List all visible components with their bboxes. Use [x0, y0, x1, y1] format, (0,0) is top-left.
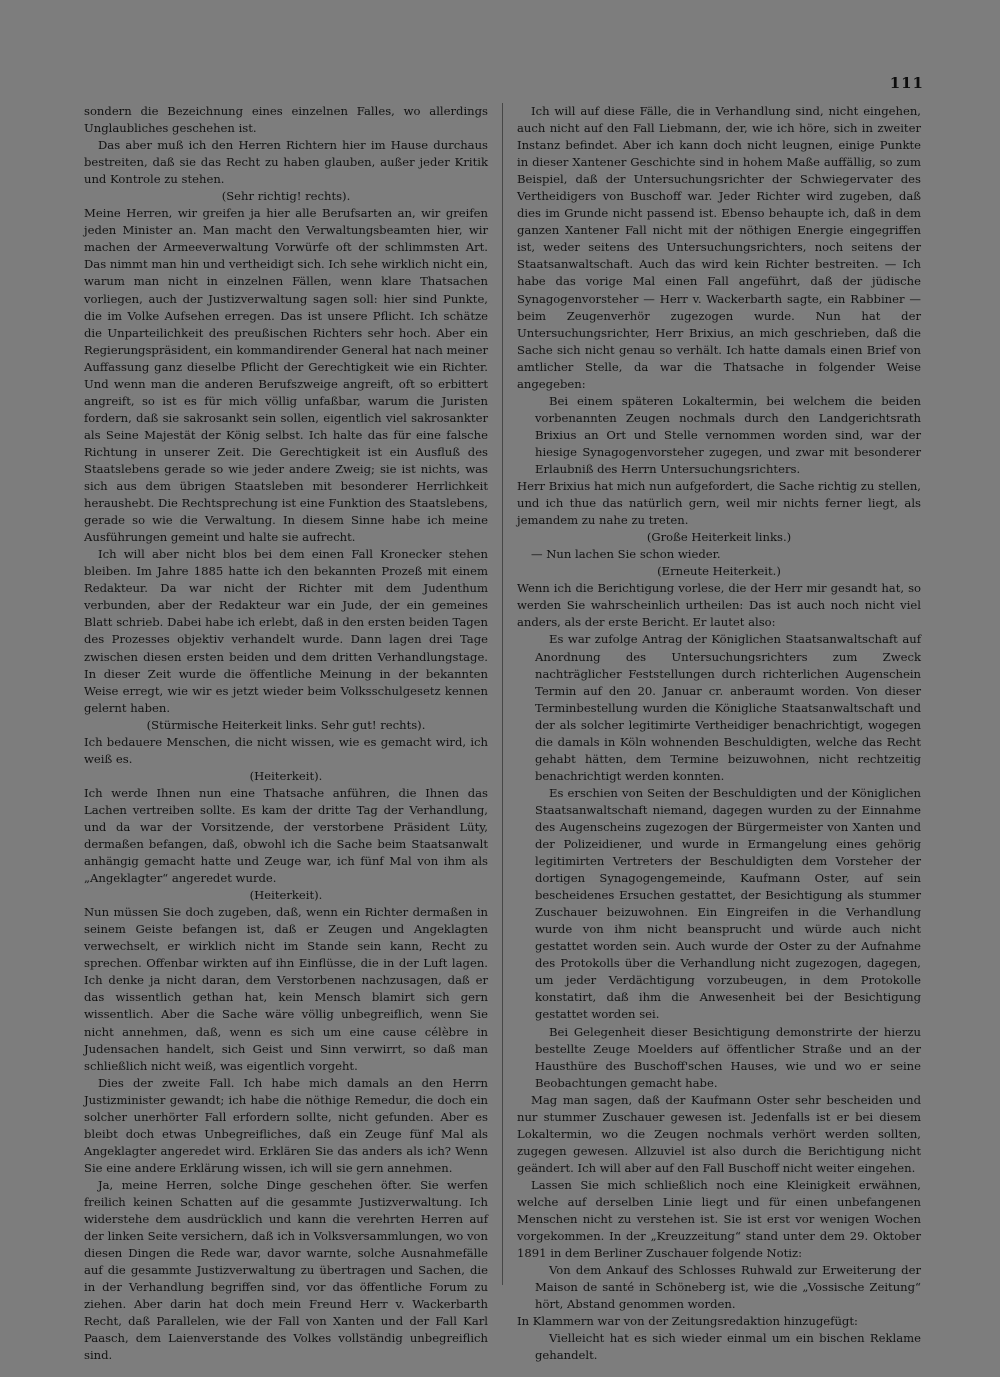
right-column [517, 103, 921, 1364]
paragraph: Meine Herren, wir greifen ja hier alle Berufsarten an, wir greifen jeden Minister an. Man macht den Verwaltungsbeamten hier, wir machen der Armeeverwaltung Vorwürfe oft der schlimmsten Art. Das nimmt man hin und vertheidigt sich. Ich sehe wirklich nicht ein, warum man nicht in einzelnen Fällen, wenn klare Thatsachen vorliegen, auch der Justizverwaltung sagen soll: hier sind Punkte, die im Volke Aufsehen erregen. Das ist unsere Pflicht. Ich schätze die Unparteilichkeit des preußischen Richters sehr hoch. Aber ein Regierungspräsident, ein kommandirender General hat nach meiner Auffassung ganz dieselbe Pflicht der Gerechtigkeit wie ein Richter. Und wenn man die anderen Berufszweige angreift, oft so erbittert angreift, so ist es für mich völlig unfaßbar, warum die Juristen fordern, daß sie sakrosankt sein sollen, eigentlich viel sakrosankter als Seine Majestät der König selbst. Ich halte das für eine falsche Richtung in unserer Zeit. Die Gerechtigkeit ist ein Ausfluß des Staatslebens gerade so wie jeder andere Zweig; sie ist nichts, was sich aus dem übrigen Staatsleben mit besonderer Herrlichkeit heraushebt. Die Rechtsprechung ist eine Funktion des Staatslebens, gerade so wie die Verwaltung. In diesem Sinne habe ich meine Ausführungen gemeint und halte sie aufrecht. [84, 206, 488, 545]
paragraph: Ich will aber nicht blos bei dem einen Fall Kronecker stehen bleiben. Im Jahre 1885 hatte ich den bekannten Prozeß mit einem Redakteur. Da war nicht der Richter mit dem Judenthum verbunden, aber der Redakteur war ein Jude, der ein gemeines Blatt schrieb. Dabei habe ich erlebt, daß in den ersten beiden Tagen des Prozesses objektiv verhandelt wurde. Dann lagen drei Tage zwischen diesen ersten beiden und dem dritten Verhandlungstage. In dieser Zeit wurde die öffentliche Meinung in der bekannten Weise erregt, wie wir es jetzt wieder beim Volksschulgesetz kennen gelernt haben. [84, 547, 488, 715]
stage-direction: (Große Heiterkeit links.) [646, 530, 792, 545]
paragraph: Nun müssen Sie doch zugeben, daß, wenn ein Richter dermaßen in seinem Geiste befangen ist, daß er Zeugen und Angeklagten verwechselt, er wirklich nicht im Stande sein kann, Recht zu sprechen. Offenbar wirkten auf ihn Einflüsse, die in der Luft lagen. Ich denke ja nicht daran, dem Verstorbenen nachzusagen, daß er das wissentlich gethan hat, kein Mensch blamirt sich gern wissentlich. Aber die Sache wäre völlig unbegreiflich, wenn Sie nicht annehmen, daß, wenn es sich um eine cause célèbre in Judensachen handelt, sich Geist und Sinn verwirrt, so daß man schließlich nicht weiß, was eigentlich vorgeht. [84, 905, 488, 1073]
page-number: 111 [889, 74, 924, 92]
paragraph: Ich werde Ihnen nun eine Thatsache anführen, die Ihnen das Lachen vertreiben sollte. Es kam der dritte Tag der Verhandlung, und da war der Vorsitzende, der verstorbene Präsident Lüty, dermaßen befangen, daß, obwohl ich die Sache beim Staatsanwalt anhängig gemacht hatte und Zeuge war, ich fünf Mal von ihm als „Angeklagter“ angeredet wurde. [84, 785, 488, 886]
stage-direction: (Erneute Heiterkeit.) [657, 564, 781, 579]
paragraph: Wenn ich die Berichtigung vorlese, die der Herr mir gesandt hat, so werden Sie wahrscheinlich urtheilen: Das ist auch noch nicht viel anders, als der erste Bericht. Er lautet also: [517, 581, 921, 630]
stage-direction: (Stürmische Heiterkeit links. Sehr gut! rechts). [146, 717, 426, 732]
paragraph: Ich bedauere Menschen, die nicht wissen, wie es gemacht wird, ich weiß es. [84, 734, 488, 766]
paragraph: — Nun lachen Sie schon wieder. [531, 547, 721, 562]
paragraph: Von dem Ankauf des Schlosses Ruhwald zur Erweiterung der Maison de santé in Schöneberg ist, wie die „Vossische Zeitung“ hört, Abstand genommen worden. [535, 1263, 921, 1312]
paragraph: Das aber muß ich den Herren Richtern hier im Hause durchaus bestreiten, daß sie das Recht zu haben glauben, außer jeder Kritik und Kontrole zu stehen. [84, 138, 488, 187]
column-divider [502, 103, 503, 1285]
paragraph: Vielleicht hat es sich wieder einmal um ein bischen Reklame gehandelt. [535, 1331, 921, 1363]
paragraph: Bei einem späteren Lokaltermin, bei welchem die beiden vorbenannten Zeugen nochmals durch den Landgerichtsrath Brixius an Ort und Stelle vernommen worden sind, war der hiesige Synagogenvorsteher zugegen, und zwar mit besonderer Erlaubniß des Herrn Untersuchungsrichters. [535, 393, 921, 476]
paragraph: Mag man sagen, daß der Kaufmann Oster sehr bescheiden und nur stummer Zuschauer gewesen ist. Jedenfalls ist er bei diesem Lokaltermin, wo die Zeugen nochmals verhört werden sollten, zugegen gewesen. Allzuviel ist also durch die Berichtigung nicht geändert. Ich will aber auf den Fall Buschoff nicht weiter eingehen. [517, 1092, 921, 1175]
paragraph: Es war zufolge Antrag der Königlichen Staatsanwaltschaft auf Anordnung des Untersuchungsrichters zum Zweck nachträglicher Feststellungen durch richterlichen Augenschein Termin auf den 20. Januar cr. anberaumt worden. Von dieser Terminbestellung wurden die Königliche Staatsanwaltschaft und der als solcher legitimirte Vertheidiger benachrichtigt, wogegen die damals in Köln wohnenden Beschuldigten, welche das Recht gehabt hätten, dem Termine beizuwohnen, nicht rechtzeitig benachrichtigt werden konnten. [535, 632, 921, 783]
paragraph: Ja, meine Herren, solche Dinge geschehen öfter. Sie werfen freilich keinen Schatten auf die gesammte Justizverwaltung. Ich widerstehe dem ausdrücklich und kann die verehrten Herren auf der linken Seite versichern, daß ich in Volksversammlungen, wo von diesen Dingen die Rede war, davor warnte, solche Ausnahmefälle auf die gesammte Justizverwaltung zu übertragen und Sachen, die in der Verhandlung begriffen sind, vor das öffentliche Forum zu ziehen. Aber darin hat doch mein Freund Herr v. Wackerbarth Recht, daß Parallelen, wie der Fall von Xanten und der Fall Karl Paasch, dem Laienverstande des Volkes vollständig unbegreiflich sind. [84, 1177, 488, 1363]
paragraph: In Klammern war von der Zeitungsredaktion hinzugefügt: [517, 1314, 858, 1329]
paragraph: Ich will auf diese Fälle, die in Verhandlung sind, nicht eingehen, auch nicht auf den Fall Liebmann, der, wie ich höre, sich in zweiter Instanz befindet. Aber ich kann doch nicht leugnen, einige Punkte in dieser Xantener Geschichte sind in hohem Maße auffällig, so zum Beispiel, daß der Untersuchungsrichter der Schwiegervater des Vertheidigers von Buschoff war. Jeder Richter wird zugeben, daß dies im Grunde nicht passend ist. Ebenso behaupte ich, daß in dem ganzen Xantener Fall nicht mit der nöthigen Energie eingegriffen ist, weder seitens des Untersuchungsrichters, noch seitens der Staatsanwaltschaft. Auch das wird kein Richter bestreiten. — Ich habe das vorige Mal einen Fall angeführt, daß der jüdische Synagogenvorsteher — Herr v. Wackerbarth sagte, ein Rabbiner — beim Zeugenverhör zugezogen wurde. Nun hat der Untersuchungsrichter, Herr Brixius, an mich geschrieben, daß die Sache sich nicht genau so verhält. Ich hatte damals einen Brief von amtlicher Stelle, da war die Thatsache in folgender Weise angegeben: [517, 104, 921, 391]
paragraph: sondern die Bezeichnung eines einzelnen Falles, wo allerdings Unglaubliches geschehen ist. [84, 104, 488, 136]
paragraph: Es erschien von Seiten der Beschuldigten und der Königlichen Staatsanwaltschaft niemand, dagegen wurden zu der Einnahme des Augenscheins zugezogen der Bürgermeister von Xanten und der Polizeidiener, und wurde in Ermangelung eines gehörig legitimirten Vertreters der Beschuldigten dem Vorsteher der dortigen Synagogengemeinde, Kaufmann Oster, auf sein bescheidenes Ersuchen gestattet, der Besichtigung als stummer Zuschauer beizuwohnen. Ein Eingreifen in die Verhandlung wurde von ihm nicht beansprucht und würde auch nicht gestattet worden sein. Auch wurde der Oster zu der Aufnahme des Protokolls über die Verhandlung nicht zugezogen, dagegen, um jeder Verdächtigung vorzubeugen, in dem Protokolle konstatirt, daß ihm die Anwesenheit bei der Besichtigung gestattet worden sei. [535, 785, 921, 1022]
paragraph: Lassen Sie mich schließlich noch eine Kleinigkeit erwähnen, welche auf derselben Linie liegt und für einen unbefangenen Menschen nicht zu verstehen ist. Sie ist erst vor wenigen Wochen vorgekommen. In der „Kreuzzeitung“ stand unter dem 29. Oktober 1891 in dem Berliner Zuschauer folgende Notiz: [517, 1177, 921, 1261]
paragraph: Bei Gelegenheit dieser Besichtigung demonstrirte der hierzu bestellte Zeuge Moelders auf öffentlicher Straße und an der Hausthüre des Buschoff'schen Hauses, wie und wo er seine Beobachtungen gemacht habe. [535, 1024, 921, 1090]
stage-direction: (Heiterkeit). [249, 768, 323, 783]
left-column [84, 103, 488, 1364]
stage-direction: (Sehr richtig! rechts). [221, 189, 351, 204]
paragraph: Herr Brixius hat mich nun aufgefordert, die Sache richtig zu stellen, und ich thue das natürlich gern, weil mir nichts ferner liegt, als jemandem zu nahe zu treten. [517, 479, 921, 528]
stage-direction: (Heiterkeit). [249, 888, 323, 903]
paragraph: Dies der zweite Fall. Ich habe mich damals an den Herrn Justizminister gewandt; ich habe die nöthige Remedur, die doch ein solcher unerhörter Fall erfordern sollte, nicht gefunden. Aber es bleibt doch etwas Unbegreifliches, daß ein Zeuge fünf Mal als Angeklagter angeredet wird. Erklären Sie das anders als ich? Wenn Sie eine andere Erklärung wissen, ich will sie gern annehmen. [84, 1075, 488, 1175]
